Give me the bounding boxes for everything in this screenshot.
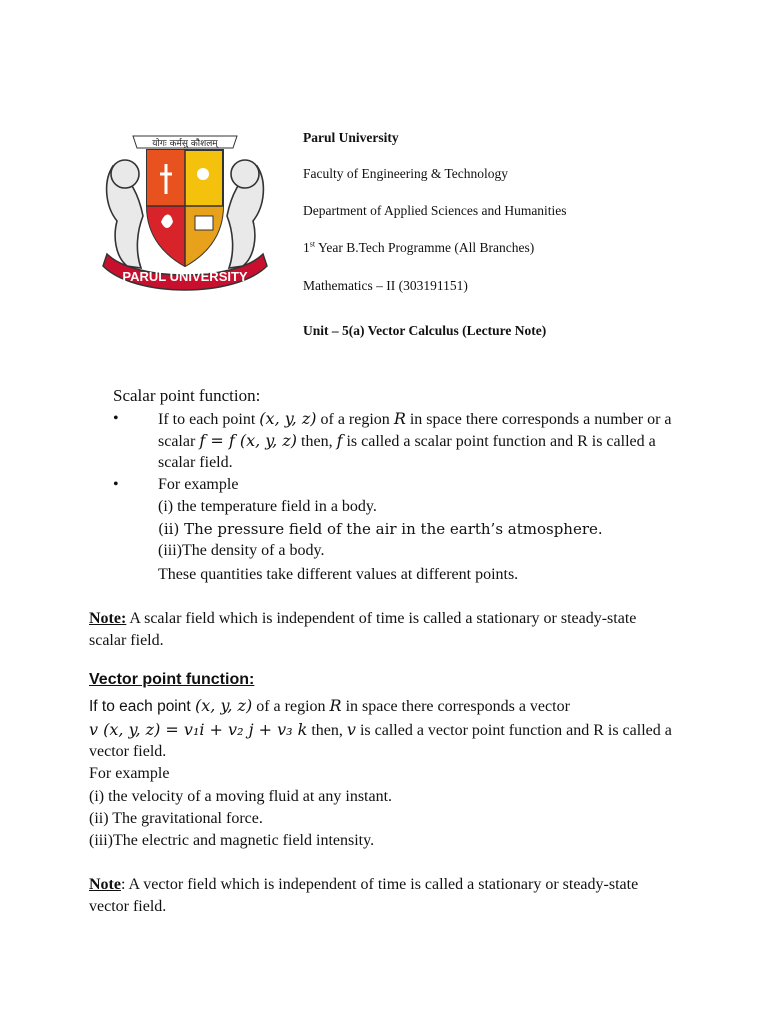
scalar-definition-line-2: scalar f = f (x, y, z) then, f is called a scalar point function and R is called a: [158, 431, 656, 450]
logo-motto-text: योगः कर्मसु कौशलम्: [152, 139, 218, 149]
bullet-marker: •: [113, 410, 119, 427]
vector-example-3: (iii)The electric and magnetic field intensity.: [89, 832, 375, 849]
faculty-name: Faculty of Engineering & Technology: [303, 166, 509, 181]
scalar-example-note: These quantities take different values at different points.: [158, 566, 519, 583]
bullet-marker: •: [113, 476, 119, 493]
programme-year: 1st Year B.Tech Programme (All Branches): [303, 239, 535, 255]
vector-definition-line-1: If to each point (x, y, z) of a region R in space there corresponds a vector: [89, 696, 570, 715]
note-vector: Note: A vector field which is independent of time is called a stationary or steady-state: [89, 876, 639, 893]
note-scalar-line-2: scalar field.: [89, 632, 164, 649]
department-name: Department of Applied Sciences and Humanities: [303, 203, 567, 218]
vector-definition-line-2: v (x, y, z) = v₁i + v₂ j + v₃ k then, v is called a vector point function and R is called a: [89, 720, 672, 739]
university-logo: [95, 126, 275, 298]
logo-crest-icon: [95, 126, 275, 298]
unit-title: Unit – 5(a) Vector Calculus (Lecture Note): [303, 323, 547, 338]
note-vector-line-2: vector field.: [89, 898, 167, 915]
scalar-example-3: (iii)The density of a body.: [158, 542, 325, 559]
scalar-definition-line-3: scalar field.: [158, 454, 233, 471]
scalar-example-1: (i) the temperature field in a body.: [158, 498, 377, 515]
vector-example-2: (ii) The gravitational force.: [89, 810, 263, 827]
scalar-section-title: Scalar point function:: [113, 386, 261, 405]
vector-example-1: (i) the velocity of a moving fluid at any instant.: [89, 788, 393, 805]
logo-banner-text: PARUL UNIVERSITY: [122, 269, 248, 284]
vector-example-label: For example: [89, 765, 170, 782]
scalar-example-2: (ii) The pressure field of the air in the earth’s atmosphere.: [158, 520, 603, 538]
university-name: Parul University: [303, 130, 399, 145]
vector-section-title: Vector point function:: [89, 671, 255, 688]
scalar-definition-line-1: If to each point (x, y, z) of a region R in space there corresponds a number or a: [158, 409, 672, 428]
note-scalar: Note: A scalar field which is independent of time is called a stationary or steady-state: [89, 610, 637, 627]
scalar-example-label: For example: [158, 476, 239, 493]
vector-definition-line-3: vector field.: [89, 743, 167, 760]
course-name: Mathematics – II (303191151): [303, 278, 468, 293]
